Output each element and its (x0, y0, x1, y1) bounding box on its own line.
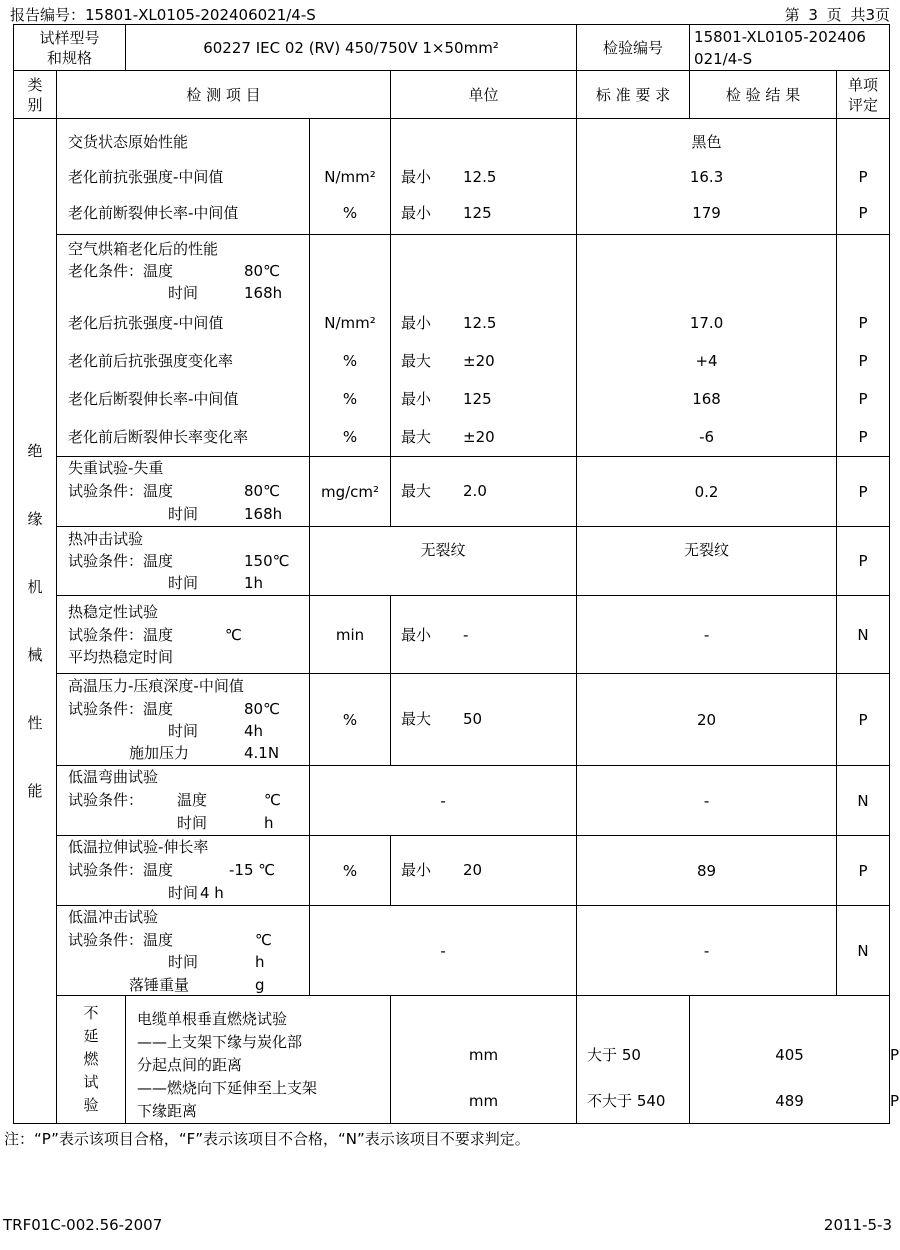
column-header-row (14, 71, 890, 119)
inspect-no-value: 15801-XL0105-202406 021/4-S (690, 25, 890, 71)
page-current: 第 3 页 (784, 6, 842, 24)
item-cell: 低温拉伸试验-伸长率 试验条件：温度 -15 ℃ 时间 4 h (57, 836, 310, 906)
judge-cell: N (837, 766, 890, 836)
table-row (14, 235, 890, 457)
standard-cell: - (310, 766, 577, 836)
table-row (14, 457, 890, 527)
judge-cell: P (837, 527, 890, 596)
result-cell: - (577, 596, 837, 674)
unit-cell: % (310, 836, 391, 906)
judge-cell: P (837, 457, 890, 527)
judge-cell: N (837, 596, 890, 674)
result-cell: 17.0 +4 168 -6 (577, 235, 837, 457)
standard-cell: 无裂纹 (310, 527, 577, 596)
category-insulation (14, 119, 57, 1124)
judge-cell: N (837, 906, 890, 996)
item-cell: 失重试验-失重 试验条件：温度 80℃ 时间 168h (57, 457, 310, 527)
unit-cell: min (310, 596, 391, 674)
standard-cell: 最小 20 (391, 836, 577, 906)
judge-cell: P P (837, 119, 890, 235)
standard-cell: 最小 - (391, 596, 577, 674)
sample-label: 试样型号 和规格 (14, 25, 126, 71)
unit-cell: mg/cm² (310, 457, 391, 527)
table-row (14, 527, 890, 596)
result-cell: - (577, 766, 837, 836)
col-unit: 单位 (391, 71, 577, 119)
standard-cell: 最大 50 (391, 674, 577, 766)
inspect-no-label: 检验编号 (577, 25, 690, 71)
item-cell: 低温冲击试验 试验条件：温度 ℃ 时间 h 落锤重量 g (57, 906, 310, 996)
inspection-table (13, 24, 900, 1124)
result-cell: 20 (577, 674, 837, 766)
judge-cell: P (837, 836, 890, 906)
item-cell: 电缆单根垂直燃烧试验 ——上支架下缘与炭化部 分起点间的距离 ——燃烧向下延伸至上支架 下缘距离 (126, 996, 391, 1124)
result-cell: 0.2 (577, 457, 837, 527)
sample-info-row (14, 25, 890, 71)
standard-cell: 最大 2.0 (391, 457, 577, 527)
col-standard: 标 准 要 求 (577, 71, 690, 119)
result-cell: - (577, 906, 837, 996)
sample-spec: 60227 IEC 02 (RV) 450/750V 1×50mm² (126, 25, 577, 71)
item-cell: 热冲击试验 试验条件：温度 150℃ 时间 1h (57, 527, 310, 596)
result-cell: 黑色 16.3 179 (577, 119, 837, 235)
result-cell: 89 (577, 836, 837, 906)
result-cell: 405 489 (690, 996, 890, 1124)
page-indicator (785, 4, 890, 25)
report-number-value: 15801-XL0105-202406021/4-S (85, 6, 316, 24)
standard-cell: 大于 50 不大于 540 (577, 996, 690, 1124)
col-item: 检 测 项 目 (57, 71, 391, 119)
table-row (14, 836, 890, 906)
category-flame-chars: 不 延 燃 试 验 (83, 1004, 99, 1114)
table-row (14, 119, 890, 235)
table-row (14, 674, 890, 766)
table-row: 不 延 燃 试 验 电缆单根垂直燃烧试验 ——上支架下缘与炭化部 分起点间的距离 ——燃烧向下延伸至上支架 下缘距离 mm mm 大于 50 不大于 540 405 489 P P (14, 996, 890, 1124)
item-cell: 高温压力-压痕深度-中间值 试验条件：温度 80℃ 时间 4h 施加压力 4.1N (57, 674, 310, 766)
item-cell: 低温弯曲试验 试验条件： 温度 ℃ 时间 h (57, 766, 310, 836)
col-result: 检 验 结 果 (690, 71, 837, 119)
category-flame (57, 996, 126, 1124)
page-total: 共3页 (850, 6, 890, 24)
standard-cell: 最小 12.5 最小 125 (391, 119, 577, 235)
judge-cell: P (837, 674, 890, 766)
footnote: 注：“P”表示该项目合格，“F”表示该项目不合格，“N”表示该项目不要求判定。 (4, 1130, 530, 1148)
table-row (14, 596, 890, 674)
form-date: 2011-5-3 (823, 1216, 892, 1234)
item-cell: 交货状态原始性能 老化前抗张强度-中间值 老化前断裂伸长率-中间值 (57, 119, 310, 235)
form-code: TRF01C-002.56-2007 (3, 1216, 163, 1234)
standard-cell: 最小 12.5 最大 ±20 最小 125 最大 ±20 (391, 235, 577, 457)
standard-cell: - (310, 906, 577, 996)
unit-cell: N/mm² % % % (310, 235, 391, 457)
unit-cell: % (310, 674, 391, 766)
report-number (10, 4, 316, 25)
table-row (14, 906, 890, 996)
unit-cell: mm mm (391, 996, 577, 1124)
table-row (14, 766, 890, 836)
report-number-label: 报告编号： (10, 6, 86, 24)
col-category: 类 别 (14, 71, 57, 119)
item-cell: 空气烘箱老化后的性能 老化条件：温度 80℃ 时间 168h 老化后抗张强度-中间值 老化前后抗张强度变化率 老化后断裂伸长率-中间值 老化前后断裂伸长率变化率 (57, 235, 310, 457)
result-cell: 无裂纹 (577, 527, 837, 596)
category-insulation-chars: 绝 缘 机 械 性 能 (27, 442, 43, 800)
item-cell: 热稳定性试验 试验条件：温度 ℃ 平均热稳定时间 (57, 596, 310, 674)
unit-cell: N/mm² % (310, 119, 391, 235)
judge-cell: P P P P (837, 235, 890, 457)
col-judge: 单项 评定 (837, 71, 890, 119)
